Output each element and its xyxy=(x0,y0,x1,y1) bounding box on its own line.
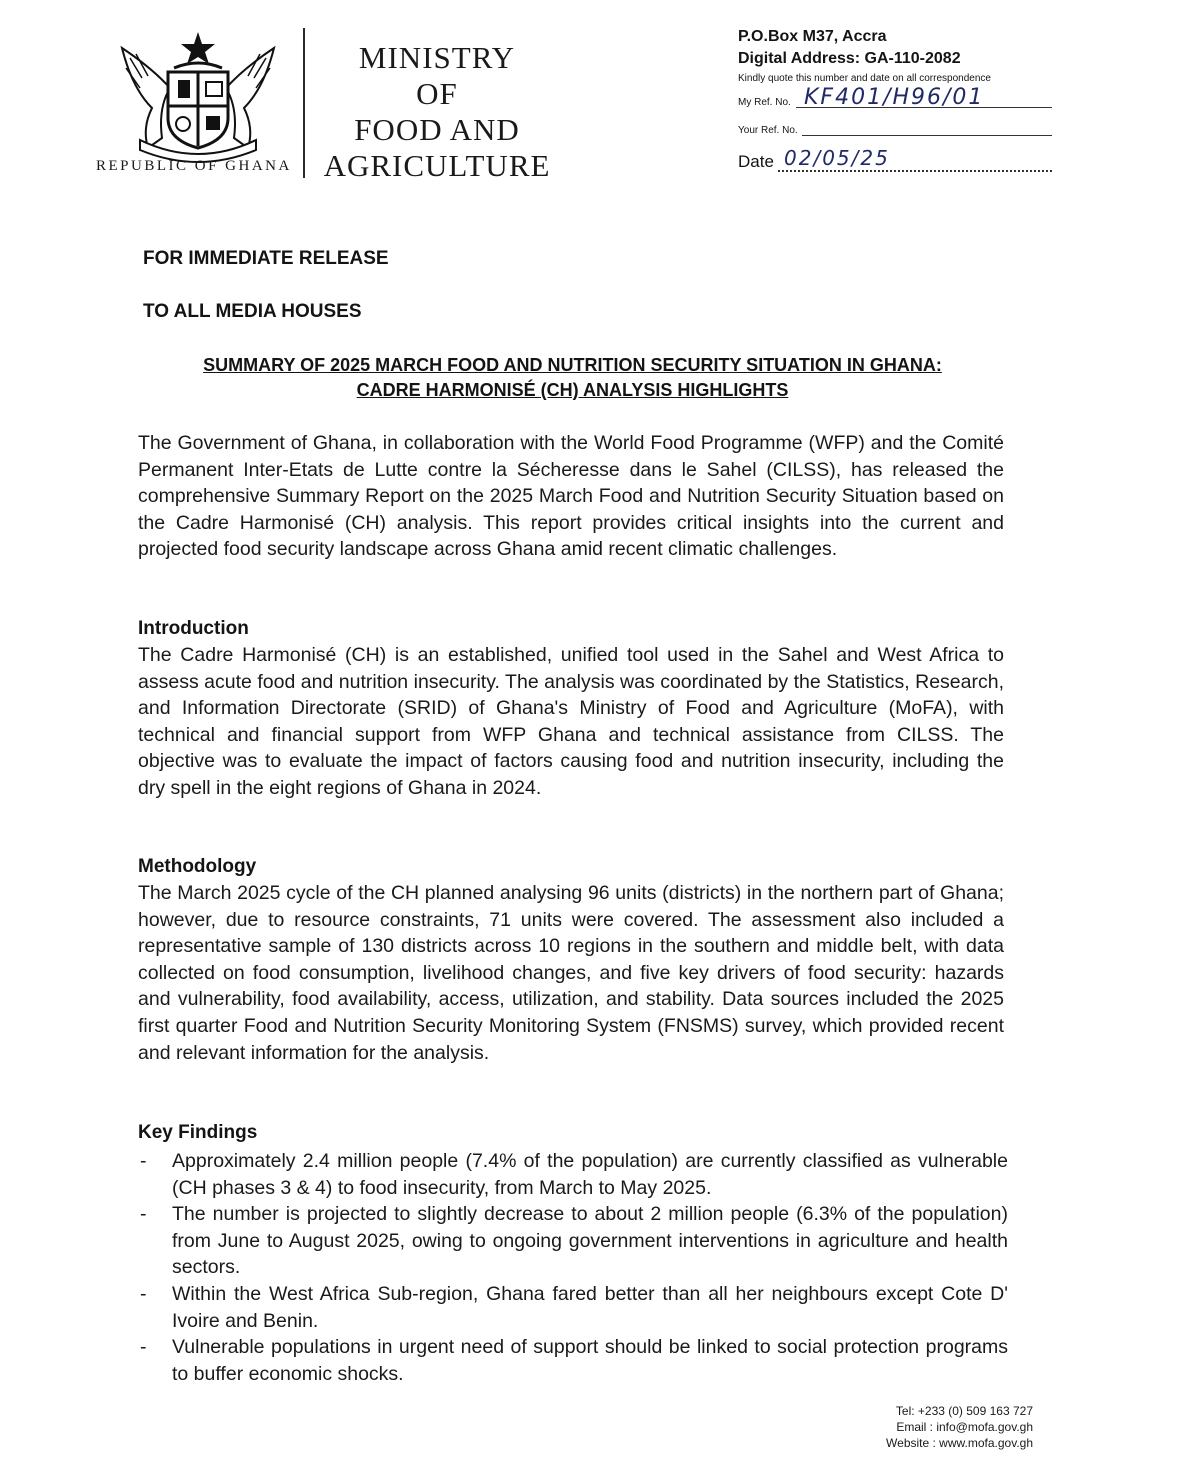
ministry-line: AGRICULTURE xyxy=(323,148,551,183)
ministry-name xyxy=(312,40,562,184)
date-label: Date xyxy=(738,152,774,171)
bullet-dash: - xyxy=(140,1150,147,1172)
key-findings-heading: Key Findings xyxy=(138,1122,258,1143)
ministry-line: MINISTRY xyxy=(358,40,516,75)
for-immediate-release: FOR IMMEDIATE RELEASE xyxy=(143,248,389,269)
methodology-heading: Methodology xyxy=(138,856,257,877)
my-ref-handwritten: KF401/H96/01 xyxy=(804,85,985,110)
intro-paragraph: The Government of Ghana, in collaboration with the World Food Programme (WFP) and the Comité Permanent Inter-Etats de Lutte contre la Sécheresse dans le Sahel (CILSS), has released the comprehensive Summary Report on the 2025 March Food and Nutrition Security Situation based on the Cadre Harmonisé (CH) analysis. This report provides critical insights into the current and projected food security landscape across Ghana amid recent climatic challenges. xyxy=(138,432,1004,561)
kindly-quote-note: Kindly quote this number and date on all correspondence xyxy=(738,73,991,84)
ministry-line: OF xyxy=(416,76,458,111)
contact-email: Email : info@mofa.gov.gh xyxy=(896,1420,1033,1434)
republic-of-ghana-text: REPUBLIC OF GHANA xyxy=(96,158,292,174)
my-ref-label: My Ref. No. xyxy=(738,97,791,108)
address-block xyxy=(738,26,1058,174)
list-item xyxy=(138,1334,1008,1387)
contact-tel: Tel: +233 (0) 509 163 727 xyxy=(895,1404,1033,1418)
date-handwritten: 02/05/25 xyxy=(784,146,890,170)
po-box: P.O.Box M37, Accra xyxy=(738,28,887,45)
key-findings-list xyxy=(138,1148,1008,1387)
contact-website: Website : www.mofa.gov.gh xyxy=(886,1436,1033,1450)
introduction-text: The Cadre Harmonisé (CH) is an established, unified tool used in the Sahel and West Africa to assess acute food and nutrition insecurity. The analysis was coordinated by the Statistics, Research, and Information Directorate (SRID) of Ghana's Ministry of Food and Agriculture (MoFA), with technical and financial support from WFP Ghana and technical assistance from CILSS. The objective was to evaluate the impact of factors causing food and nutrition insecurity, including the dry spell in the eight regions of Ghana in 2024. xyxy=(138,644,1004,799)
your-ref-label: Your Ref. No. xyxy=(738,125,798,136)
finding-text: Approximately 2.4 million people (7.4% of the population) are currently classified as vulnerable (CH phases 3 & 4) to food insecurity, from March to May 2025. xyxy=(172,1150,1008,1199)
list-item xyxy=(138,1148,1008,1201)
finding-text: The number is projected to slightly decrease to about 2 million people (6.3% of the population) from June to August 2025, owing to ongoing government interventions in agriculture and health sectors. xyxy=(172,1203,1008,1279)
finding-text: Vulnerable populations in urgent need of support should be linked to social protection programs to buffer economic shocks. xyxy=(172,1336,1008,1385)
date-rule xyxy=(778,170,1052,172)
title-line: SUMMARY OF 2025 MARCH FOOD AND NUTRITION SECURITY SITUATION IN GHANA: xyxy=(203,355,942,375)
list-item xyxy=(138,1281,1008,1334)
letterhead-divider xyxy=(303,28,305,178)
bullet-dash: - xyxy=(140,1282,147,1305)
ghana-coat-of-arms-icon xyxy=(112,28,284,164)
contact-footer xyxy=(886,1403,1033,1451)
bullet-dash: - xyxy=(140,1336,147,1359)
ministry-line: FOOD AND xyxy=(354,112,520,147)
date-row xyxy=(738,142,1058,174)
title-line: CADRE HARMONISÉ (CH) ANALYSIS HIGHLIGHTS xyxy=(356,380,789,400)
my-ref-row xyxy=(738,86,1058,112)
finding-text: Within the West Africa Sub-region, Ghana fared better than all her neighbours except Cote D' Ivoire and Benin. xyxy=(172,1282,1008,1332)
methodology-text: The March 2025 cycle of the CH planned analysing 96 units (districts) in the northern part of Ghana; however, due to resource constraints, 71 units were covered. The assessment also included a representative sample of 130 districts across 10 regions in the southern and middle belt, with data collected on food consumption, livelihood changes, and five key drivers of food security: hazards and vulnerability, food availability, access, utilization, and stability. Data sources included the 2025 first quarter Food and Nutrition Security Monitoring System (FNSMS) survey, which provided recent and relevant information for the analysis. xyxy=(138,882,1004,1064)
your-ref-rule xyxy=(802,135,1052,136)
your-ref-row xyxy=(738,114,1058,140)
bullet-dash: - xyxy=(140,1203,147,1226)
list-item xyxy=(138,1201,1008,1281)
document-title xyxy=(140,353,1005,403)
introduction-heading: Introduction xyxy=(138,618,249,639)
to-all-media-houses: TO ALL MEDIA HOUSES xyxy=(143,301,362,322)
digital-address: Digital Address: GA-110-2082 xyxy=(738,50,961,67)
